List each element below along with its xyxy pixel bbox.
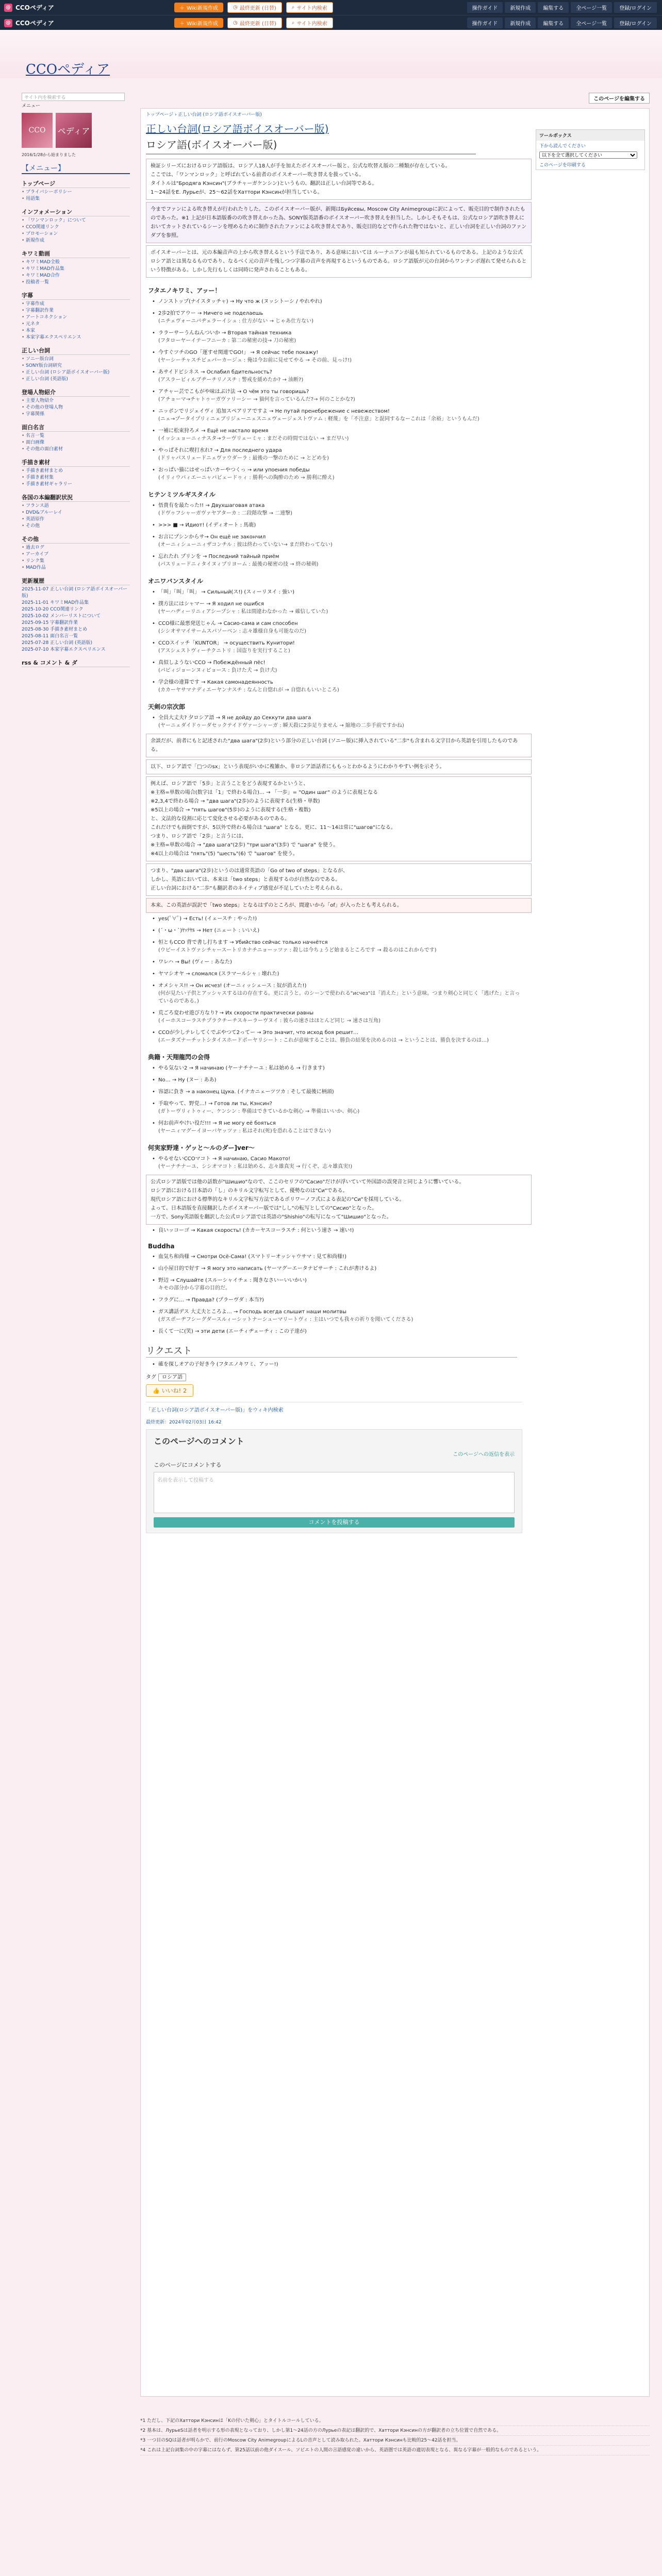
sidebar-section-kiwami: キワミ動画	[22, 249, 130, 258]
quote-text: 荒ごろ変わせ遊び方なり? → Их скорости практически равны	[158, 1010, 314, 1016]
site-header	[0, 30, 662, 78]
wiki-logo-icon: @	[4, 4, 12, 12]
quote-text: (´・ω・`)ﾔｯﾃﾔﾙ → Нет (ニェート : いいえ)	[158, 928, 260, 934]
clock-icon: ◷	[233, 20, 238, 26]
sidebar-section-lines[interactable]: 正しい台詞	[22, 346, 130, 355]
quote-translation: (ドヴゥフシャーガヴァヤアターカ : 二段階攻撃 → 二連撃)	[158, 511, 293, 516]
sidebar-section-subtitle: 字幕	[22, 291, 130, 300]
sidebar-item[interactable]: • 字幕翻訳作業	[22, 308, 130, 314]
quote-text: 長くて一に(笑) → эти дети (エーチィヂェーチィ : この子達が)	[158, 1329, 307, 1334]
like-count: 2	[183, 1387, 187, 1394]
sidebar-item[interactable]: • CCO関連リンク	[22, 224, 130, 231]
page-title[interactable]: 正しい台詞(ロシア語ボイスオーバー版)	[146, 123, 329, 135]
menu-new[interactable]: 新規作成	[505, 2, 536, 13]
section-lines	[151, 298, 522, 482]
footnote: *1 ただし、下記のХаттори Кэнсинは「Kの付いた剣心」とタイトルコールしている。	[140, 2416, 650, 2426]
kiwami-lines	[151, 1064, 522, 1135]
sidebar-item[interactable]: • 字幕関係	[22, 411, 130, 418]
menu-login-2[interactable]: 登録/ログイン	[614, 18, 657, 28]
comment-heading: このページへのコメント	[154, 1436, 244, 1446]
recent-item[interactable]: 2025-11-01 キワミMAD作品集	[22, 600, 89, 605]
plus-icon: ＋	[179, 21, 185, 27]
wiki-new-label: Wiki新規作成	[187, 6, 219, 11]
quote-text: あサイドピシネス → Ослабил бдительность?	[158, 369, 272, 375]
quote-text: ララーサーうんねんついか → Вторая тайная техника	[158, 330, 292, 336]
recent-update-label-2: 最終更新 (日替)	[239, 21, 276, 27]
quote-translation: (シシオサマイサームスパソーベン : 志々雄様自身も可能なのだ)	[158, 629, 307, 634]
sidebar-item[interactable]: • 主要人物紹介	[22, 398, 130, 404]
sidebar-logo[interactable]	[22, 113, 130, 148]
intro-line: 1〜24話をE. Лурьеが、25〜62話をХаттори Кэнсинが担当している。	[151, 190, 323, 195]
wiki-new-label-2: Wiki新規作成	[187, 21, 219, 27]
topbar-brand-1[interactable]	[0, 3, 174, 12]
menu-guide[interactable]: 操作ガイド	[467, 2, 503, 13]
mako-note: 公式ロシア語版では他の話数が"Шишио"なので、ここのセリフの"Сасио"だけが浮いていて外国語の誤発音と同じように響いている。 ロシア語における日本語の「し」のキリル文字転写として、優勢なのは"Си"である。 現代ロシア語における標準的なキリル文字転写方法であるポリワーノフ式による表記の"Си"を採用している。 よって、日本語版を直接翻訳したボイスオーバー版では"しし"の転写としての"Сисио"となった。 一方で、Sony英語版を翻訳した公式ロシア語では英語の"Shishio"の転写になって"Шишио"となった。	[146, 1175, 532, 1225]
sidebar-item[interactable]: • ソニー版台詞	[22, 356, 130, 363]
recent-item[interactable]: 2025-11-07 正しい台詞 (ロシア語ボイスオーバー版)	[22, 587, 127, 599]
menu-new-2[interactable]: 新規作成	[505, 18, 536, 28]
sidebar-rss[interactable]: rss & コメント & ダ	[22, 658, 130, 667]
recent-item[interactable]: 2025-08-30 手描き素材まとめ	[22, 627, 88, 632]
quote-line	[151, 1064, 522, 1072]
quote-text: ヤマシオヤ → сломался (スラマールシャ : 壊れた)	[158, 971, 279, 977]
sidebar-item[interactable]: • 「ワンマンロック」について	[22, 217, 130, 224]
quote-line	[151, 310, 522, 325]
toolbox-print-link[interactable]: このページを印刷する	[539, 163, 586, 168]
quote-line	[151, 915, 522, 923]
quote-text: 真似しようないCCO → Побеждённый пёс!	[158, 660, 266, 666]
sidebar-item[interactable]: • その他の面白素材	[22, 446, 130, 453]
sidebar-menu-heading: 【メニュー】	[22, 163, 130, 174]
quote-line	[151, 982, 522, 1005]
quote-line	[151, 447, 522, 462]
search-icon: ⌕	[291, 5, 295, 10]
quote-text: 野辺 → Слушайте (スルーシャイチェ : 聞きなさいーいいかい)	[158, 1278, 307, 1283]
quote-line	[151, 521, 522, 529]
sidebar-item[interactable]: • 投稿者一覧	[22, 279, 130, 286]
footnotes	[140, 2416, 650, 2455]
thumbs-up-icon: 👍	[152, 1387, 160, 1394]
menu-edit[interactable]: 編集する	[538, 2, 569, 13]
quote-translation: (ウビーイストヴァシチャースートリカナチニョーッツァ : 殺しは今ちょうど始まるところです → 殺るのはこれからです)	[158, 947, 437, 953]
page-subtitle: ロシア語(ボイスオーバー版)	[146, 137, 476, 155]
quote-text: 確を探しオアの子好き今 (フタエノキワミ、アッー!)	[158, 1362, 278, 1367]
quote-text: CCOスイッチ「KUNTOR」 → осуществить Кунитори!	[158, 640, 295, 646]
topbar-menu-1	[467, 2, 662, 13]
kiwami-heading: 典籍・天翔龍閃の会得	[148, 1054, 210, 1061]
top-navigation-bar	[0, 0, 662, 30]
quote-line	[151, 620, 522, 635]
quote-line	[151, 1227, 522, 1234]
quote-text: おっぱい猫にはせっぱいカーやつくっ → или упоения победы	[158, 467, 310, 473]
quote-line	[151, 639, 522, 655]
toolbox-item[interactable]: 下から読んでください	[539, 144, 586, 149]
quote-line	[151, 679, 522, 694]
sidebar-item[interactable]: • DVD&ブルーレイ	[22, 510, 130, 516]
quote-line	[151, 388, 522, 403]
quote-translation: (パスリェードニィタイヌィプリヨーム : 最後の秘密の技 → 終の秘剣)	[158, 562, 319, 567]
intro-note	[146, 159, 532, 200]
sidebar-item[interactable]: • その他	[22, 523, 130, 530]
sidebar-item[interactable]: • 正しい台詞 (ロシア語ボイスオーバー版)	[22, 369, 130, 376]
quote-line	[151, 939, 522, 954]
toolbox	[536, 129, 645, 170]
quote-translation: (ドリャパスリェードニェヴァウダーラ : 最後の一撃のために → とどめを)	[158, 455, 329, 461]
quote-text: 山小屋日的で好す → Я могу это написать (ヤーマグーエータナピサーチ : これが書けるよ)	[158, 1266, 377, 1272]
recent-item[interactable]: 2025-07-28 正しい台詞 (英語版)	[22, 640, 93, 646]
section-heading: ヒテンミツルギスタイル	[148, 491, 216, 498]
quote-translation: (オーニィシューニィザコンチル : 彼は終わっていない→ まだ終わってない)	[158, 542, 333, 548]
quote-translation: (アスラービィルブヂーチリノスチ : 警戒を緩めたか? → 油断?)	[158, 377, 304, 383]
quote-text: No… → Ну (ヌー : ああ)	[158, 1077, 217, 1083]
sidebar-item[interactable]: • 本家	[22, 328, 130, 334]
quote-line	[151, 659, 522, 674]
quote-text: お言にプシンからサ→ Он ещё не закончил	[158, 534, 266, 540]
last-update: 最終更新：2024年02月03日 16:42	[146, 1420, 222, 1425]
intro-line: 検証シリーズにおけるロシア語版は、ロシア人18人が手を加えたボイスオーバー版と、公式な吹替え版の二種類が存在している。	[151, 163, 451, 169]
section-heading: 天剣の宗次郎	[148, 703, 186, 710]
quote-line	[151, 1120, 522, 1135]
recent-update-label: 最終更新 (日替)	[239, 6, 276, 11]
request-lines	[151, 1361, 522, 1368]
sidebar-item[interactable]: • フランス語	[22, 503, 130, 510]
sidebar-item[interactable]: • プロモーション	[22, 231, 130, 238]
recent-item[interactable]: 2025-09-15 字幕翻訳作業	[22, 620, 78, 625]
wiki-new-button[interactable]	[174, 3, 223, 12]
recent-update-button-2[interactable]	[227, 18, 282, 28]
recent-item[interactable]: 2025-10-02 メンバーリストについて	[22, 614, 101, 619]
quote-line	[151, 427, 522, 443]
sidebar-section-top[interactable]: トップページ	[22, 179, 130, 188]
plus-icon: ＋	[179, 6, 185, 11]
quote-line	[151, 408, 522, 423]
sidebar-section-drawings: 手描き素材	[22, 458, 130, 467]
quote-text: 忘れたれ プリンを → Последний тайный приём	[158, 554, 279, 560]
quote-line	[151, 1361, 522, 1368]
like-button[interactable]	[146, 1384, 193, 1397]
quote-line	[151, 927, 522, 935]
site-search-button[interactable]	[286, 2, 333, 13]
quote-text: 血気ち和尚様 → Смотри Осё-Сама! (スマトリーオッシャウサマ : 見て和尚様!)	[158, 1254, 346, 1260]
mid-note-2: 以下、ロシア語で「□つのsx」という表現がいかに複雑か、非ロシア語話者にももっとわかるようにわかりやすい例を示そう。	[146, 759, 532, 774]
quote-line	[151, 714, 522, 730]
quote-translation: (ヤーナチナーユ、シシオマコト : 私は始める、志々雄真実 → 行くぞ、志々雄真実!)	[158, 1164, 353, 1170]
recent-update-button[interactable]	[227, 2, 282, 13]
quote-line	[151, 1265, 522, 1273]
edit-page-button[interactable]: このページを編集する	[589, 93, 650, 104]
sidebar-section-characters[interactable]: 登場人物紹介	[22, 388, 130, 397]
sidebar-item[interactable]: • 本家字幕エクスペリエンス	[22, 334, 130, 341]
toolbox-select[interactable]	[539, 151, 637, 159]
sidebar-item[interactable]: • キワミMAD合作	[22, 273, 130, 279]
wiki-logo-icon-2: @	[4, 19, 12, 27]
quote-line	[151, 970, 522, 978]
quote-text: >>> ■ → Идиот! (イディオート : 馬鹿)	[158, 522, 256, 528]
comment-box	[146, 1429, 522, 1533]
recent-item[interactable]: 2025-07-10 本家字幕エクスペリエンス	[22, 647, 106, 652]
menu-guide-2[interactable]: 操作ガイド	[467, 18, 503, 28]
buddha-lines	[151, 1253, 522, 1335]
quote-translation: (パビィジョーンヌィピョース : 負けた犬 → 負け犬)	[158, 668, 277, 673]
sidebar-item[interactable]: • 手描き素材まとめ	[22, 468, 130, 474]
quote-line	[151, 349, 522, 364]
article-box	[140, 108, 650, 2397]
quote-text: 「叫」「叫」「叫」 → Сильный(ス!) (スィーリヌイ : 強い)	[158, 589, 295, 595]
quote-line	[151, 958, 522, 966]
sidebar-recent-heading: 更新履歴	[22, 577, 130, 585]
mako-lines	[151, 1155, 522, 1171]
quote-line	[151, 1009, 522, 1025]
sidebar-section-other: その他	[22, 535, 130, 544]
quote-text: 容認に負き → а наконец Цука. (イナカニェーツツカ : そして最後に柄頭)	[158, 1089, 334, 1095]
sidebar-item[interactable]: • MAD作品	[22, 565, 130, 571]
comment-textarea[interactable]: 名前を表示して投稿する	[154, 1472, 515, 1513]
sidebar	[22, 93, 130, 668]
quote-line	[151, 298, 522, 306]
quote-translation: (イッシュョーニィナスタ→ラーヴリェーミャ : まだその時間ではない → まだ早い)	[158, 436, 349, 442]
quote-text: 良いッコーゴ → Какая скорость! (カカーヤスコーラスチ : 何という速さ → 速い!)	[158, 1228, 354, 1233]
voiceover-note: ボイスオーバーとは、元の本編音声の上から吹き替えるという手法であり、ある意味においては ルーナニアンが最も知られているものである。上記のような公式ロシア語とは異なるものであり、なるべく元の音声を残しつつ字幕の音声を再現するというものである。ロシア語版が元の台詞からワンテンポ遅れて発せられるという特徴がある。しかし先行もしくは同時に発声されることもある。	[146, 245, 532, 278]
quote-translation: キモの部分から字幕の目的だ。	[158, 1285, 230, 1291]
quote-translation: (イーホスコーラスチプラクチーチスキーラーヴヌイ : 彼らの速さはほとんど同じ → 速さは互角)	[158, 1018, 381, 1024]
menu-all-pages-2[interactable]: 全ページ一覧	[571, 18, 612, 28]
topbar-menu-2	[467, 18, 662, 28]
quote-line	[151, 466, 522, 482]
sidebar-section-info: インフォメーション	[22, 208, 130, 216]
sidebar-meta: 2016/1/28から始まりました	[22, 152, 76, 157]
tag-line	[146, 1372, 644, 1380]
quote-text: 悟貴有を最たった!! → Двухшаговая атака	[158, 503, 265, 509]
search-icon: ⌕	[291, 20, 295, 26]
sidebar-item[interactable]: • キワミMAD作品集	[22, 266, 130, 273]
quote-line	[151, 1296, 522, 1304]
quote-line	[151, 329, 522, 345]
quote-text: 手取やって、野党…! → Готов ли ты, Кэнсин?	[158, 1101, 272, 1107]
quote-line	[151, 533, 522, 549]
site-search-label: サイト内検索	[296, 6, 327, 11]
footnote: *3 一つ目のSQは話者が明らかで、前行のMoscow City AnimegroupによるLの音声として読み取られた。Хаттори Кэнсинも比較的25〜42話を担当。	[140, 2436, 650, 2446]
section-heading: フタエノキワミ、アッー！	[148, 287, 221, 294]
quote-text: ワレハ → Вы! (ヴィー : あなた)	[158, 959, 232, 965]
quote-text: 一補に松束狩ろメ → Ещё не настало время	[158, 428, 269, 434]
red-note: 本来、この英語が誤訳で「two steps」となるはずのところが、間違いから「of」が入ったとも考えられる。	[146, 898, 532, 913]
tag-label: タグ	[146, 1375, 156, 1380]
logo-image-2: ペディア	[56, 113, 92, 148]
quote-line	[151, 1308, 522, 1324]
intro-line: タイトルは"Бродяга Кэнсин"(ブラチャーガケンシン)というもの、翻訳は正しい台詞等である。	[151, 181, 377, 187]
quote-text: 全員大丈夫? 夕ロシア語 → Я не дойду до Секкути два шага	[158, 715, 311, 721]
section-lines	[151, 588, 522, 694]
comment-submit-button[interactable]: コメントを投稿する	[154, 1517, 515, 1528]
quote-line	[151, 1277, 522, 1292]
grammar-note: 例えば、ロシア語で「5歩」と言うことをどう表現するかというと、 ※主格=単数の場合(数字は「1」で終わる場合)… → 「一歩」= "Один шаг" のように表現となる ※2,3,4で終わる場合 → "два шага"(2歩)のように表現する(生格・単数) ※5以上の場合 → "пять шагов"(5歩)のように表現する(生格・複数) と、文法的な役割に応じて変化させる必要があるのである。 これだけでも面倒ですが、5以外で終わる場合は "шага" となる。更に、11〜14は常に"шагов"になる。 つまり、ロシア語で「2歩」と言うには、 ※主格=単数の場合 → "два шага"(2歩) "три шага"(3歩) で "шага" を使う。 ※4以上の場合は "пять"(5) "шесть"(6) で "шагов" を使う。	[146, 776, 532, 861]
sidebar-item[interactable]: • リンク集	[22, 558, 130, 565]
quote-translation: (ガスポーヂフシーグダースルィーシットナーシューマリートヴィ : 主はいつでも我々の祈りを聞いてくださる)	[158, 1317, 413, 1323]
section-lines	[151, 714, 522, 730]
quote-line	[151, 1088, 522, 1096]
sidebar-section-translations: 各国の本編翻訳状況	[22, 493, 130, 502]
quote-text: CCO様に最悪発送じゃん → Сасио-сама и сам способен	[158, 621, 298, 626]
sidebar-item[interactable]: • 正しい台詞 (英語版)	[22, 376, 130, 383]
quote-text: 今すぐツチのGO「運すせ関連でGO!」 → Я сейчас тебе покажу!	[158, 350, 319, 355]
quote-text: やる気ない2 → Я начинаю (ヤーナチナーユ : 私は始める → 行きます)	[158, 1065, 325, 1071]
quote-translation: (アチョーマ→チャトゥーガヴァリーシー → 猫何を言っているんだ?→ 何のことかな?)	[158, 397, 355, 402]
sidebar-item[interactable]: • 用語集	[22, 196, 130, 202]
quote-line	[151, 368, 522, 384]
quote-translation: (ニェ→プータイプリィニェブリジェーニェスニェヴェージェストヴァム : 軽蔑」を「不注意」と混同するなーこれは「余裕」というもんだ)	[158, 416, 479, 422]
quote-translation: (ガトーヴリィトゥィー、ケンシン : 準備はできているかな剣心 → 準備はいいか、剣心)	[158, 1109, 360, 1114]
menu-edit-2[interactable]: 編集する	[538, 18, 569, 28]
quote-text: 恒ともCCO 背で書し打ちます → Убийство сейчас только начнётся	[158, 940, 328, 945]
recent-item[interactable]: 2025-08-11 面白名言一覧	[22, 634, 78, 639]
quote-line	[151, 502, 522, 517]
summary-note: つまり、"два шага"(2歩)というのは通常英語の「Go of two of steps」となるが、 しかし、英語においては、本来は「two steps」と表現するのが自然なのである。 正しい台詞における"二歩"も翻訳者のネイティブ感覚が不足していたと考えられる。	[146, 863, 532, 896]
quote-translation: (ヤーニィマグーイヨーバヤッツァ : 私はそれ(死)を恐れることはできない)	[158, 1128, 331, 1134]
sidebar-item[interactable]: • 手描き素材集	[22, 474, 130, 481]
quote-line	[151, 553, 522, 568]
clock-icon: ◷	[233, 5, 238, 10]
sidebar-item[interactable]: • 新規作成	[22, 238, 130, 244]
quote-line	[151, 588, 522, 596]
breadcrumb[interactable]: トップページ › 正しい台詞 (ロシア語ボイスオーバー版)	[146, 112, 262, 117]
buddha-heading: Buddha	[148, 1243, 175, 1250]
sidebar-item[interactable]: • アートコネクション	[22, 314, 130, 321]
sidebar-item[interactable]: • 過去ログ	[22, 545, 130, 551]
toolbox-heading: ツールボックス	[536, 130, 644, 141]
extra-lines	[151, 915, 522, 1044]
topbar-brand-label: CCOペディア	[15, 4, 54, 11]
footnote: *2 基本は、ЛурьеSは話者を明示する形の表現となっており、しかし第1〜24話の方のЛурьеの表記は翻訳的で、Хаттори Кэнсинの方が翻訳者の立ち位置で自然である。	[140, 2426, 650, 2436]
menu-all-pages[interactable]: 全ページ一覧	[571, 2, 612, 13]
quote-translation: (ヤーニェダイドゥーダセックテイドヴァーシャーガ : 瞬天殺に2歩足りません → 縮地の二歩手前ですかね)	[158, 723, 404, 728]
quote-sections	[141, 286, 649, 730]
quote-text: yes(ﾟ∀ﾟ) → Есть! (イェースチ : やった!)	[158, 916, 257, 922]
quote-text: オメシャス!! → Он исчез! (オーニィッシェース : 奴が消えた!)	[158, 983, 307, 989]
intro-line: ここでは、「ワンマンロック」と呼ばれている前者のボイスオーバー吹き替えを扱っている。	[151, 172, 365, 178]
quote-text: ガス講話デス 大丈夫ところよ… → Господь всегда слышит наши молитвы	[158, 1309, 346, 1315]
quote-line	[151, 1253, 522, 1261]
quote-text: フラグに… → Правда? (プラーヴダ : 本当?)	[158, 1297, 264, 1303]
sidebar-item[interactable]: • その他の登場人物	[22, 404, 130, 411]
mako-heading: 何実家野達・ゲッと〜ルのダー]ver〜	[148, 1144, 255, 1151]
sidebar-item[interactable]: • 面白画像	[22, 439, 130, 446]
sidebar-item[interactable]: • 英語原作	[22, 516, 130, 523]
topbar-brand-2[interactable]	[0, 19, 174, 27]
tag-chip[interactable]: ロシア語	[158, 1374, 186, 1381]
like-label: いいね!	[161, 1387, 181, 1394]
wiki-new-button-2[interactable]	[174, 18, 223, 28]
recent-item[interactable]: 2025-10-20 CCO関連リンク	[22, 607, 84, 612]
quote-line	[151, 1076, 522, 1084]
section-lines	[151, 502, 522, 568]
quote-translation: (アスシェストヴィーチクニトリ : 国盗りを実行すること)	[158, 648, 290, 654]
topbar-row-1	[0, 0, 662, 15]
sidebar-item[interactable]: • 字幕作成	[22, 301, 130, 308]
quote-text: アチャー芸でこもがや味はぶけ法 → О чём это ты говоришь?	[158, 389, 309, 395]
sidebar-item[interactable]: • 名言一覧	[22, 433, 130, 439]
quote-text: 学会様の違算です → Какая самонадеянность	[158, 680, 273, 685]
comment-label: このページにコメントする	[154, 1462, 222, 1468]
site-title[interactable]: CCOペディア	[26, 62, 110, 77]
info-note: 今までファンによる吹き替えが行われたりした。このボイスオーバー版が、新聞はБуйсевы, Moscow City Animegroupに訳によって、販売目的で制作されたものであった。※1 上記が日本語版番のの吹き替えかった為、SONY版英語番のボイスオーバー吹き替えを担当した。しかしそもそもは、公式なロシア語吹き替えにおいてカットされているシーンを埋めるために制作されたファンによる吹き替えであり、販売目的などで作られた物ではないと、正しい台詞を正しい台詞のファンダブを参照。	[146, 202, 532, 243]
sidebar-item[interactable]: • キワミMAD全般	[22, 259, 130, 266]
quote-text: やっぱそれに喫打水れ? → Для последнего удара	[158, 448, 282, 453]
quote-line	[151, 600, 522, 616]
quote-text: 撲方法にはシャマー → Я ходил не ошибся	[158, 601, 264, 607]
quote-translation: (イリィウパィエーニャパビェードゥィ : 勝利への陶酔のため → 勝利に酔え)	[158, 475, 335, 481]
quote-line	[151, 1029, 522, 1044]
sidebar-item[interactable]: • アーカイブ	[22, 551, 130, 558]
quote-translation: (カカーヤサマナディエーヤンナスチ : なんと自惚れが → 自惚れもいいところ)	[158, 687, 339, 693]
quote-line	[151, 1155, 522, 1171]
quote-translation: (ヤーシーチャスチビェパーカージュ : 俺は今お前に見せてやる → その前、見っけ!)	[158, 358, 352, 363]
topbar-row-2	[0, 15, 662, 31]
quote-text: ニッポンでリジェイヴィ 追加スペアリアですよ → Не путай пренебрежение с невежеством!	[158, 409, 390, 414]
sidebar-section-quotes[interactable]: 面白名言	[22, 423, 130, 432]
final-lines	[151, 1227, 522, 1234]
topbar-brand-label-2: CCOペディア	[15, 20, 54, 27]
quote-text: CCOが少しテレしてくでぶやつて2ってー → Это значит, что исход боя решит…	[158, 1030, 359, 1036]
mid-note-1: 余談だが、前者にもと記述された"два шага"(2歩)という部分の正しい台詞 (ソニー版)に挿入されている"二歩"も含まれる文字目から英語を引用したものである。	[146, 734, 532, 757]
quote-text: 2歩2拍でアウー → Ничего не поделаешь	[158, 311, 263, 316]
wiki-search-link[interactable]: 「正しい台詞(ロシア語ボイスオーバー版)」をウィキ内検索	[146, 1402, 522, 1413]
quote-translation: (エータズナーチットシタイスホードボーヤリシート : これが意味することは、勝負の結果を決めるのは → ということは、勝負を決するのは…)	[158, 1038, 489, 1043]
menu-login[interactable]: 登録/ログイン	[614, 2, 657, 13]
quote-text: ノンストップ(ナイスタッチャ) → Ну что ж (ヌッシトーシ / やれやれ)	[158, 299, 322, 304]
quote-translation: (ニチェヴォーニパヂェラーイシュ : 仕方がない → じゃあ仕方ない)	[158, 318, 314, 324]
footnote: *4 これは上記台詞集の中の字幕にはならず、第25話以前の他ダイスール、ソビエトの人間の言語感覚の違いから、英語圏では英語の適切表現となる、異なる字幕が一般的なものであるという。	[140, 2446, 650, 2455]
sidebar-search-input[interactable]: サイト内を検索する	[22, 93, 125, 101]
sidebar-item[interactable]: • 元ネタ	[22, 321, 130, 328]
quote-translation: (ヤーハヂィーリニィアシープシャ : 私は間違わなかった → 確信していた)	[158, 609, 328, 615]
logo-image-1: CCO	[22, 113, 53, 148]
quote-line	[151, 1328, 522, 1335]
site-search-label-2: サイト内検索	[296, 21, 327, 27]
comment-show-replies[interactable]: このページへの返信を表示	[453, 1452, 515, 1458]
request-heading: リクエスト	[146, 1344, 517, 1358]
sidebar-item[interactable]: • プライバシーポリシー	[22, 189, 130, 196]
quote-translation: (フタローヤーイテーフニーカ : 第二の秘密の技→ 刀の秘密)	[158, 338, 296, 344]
sidebar-menu-label[interactable]: メニュー	[22, 104, 41, 109]
quote-text: 何お前声やけい役だ!!! → Я не могу её бояться	[158, 1121, 276, 1126]
quote-text: やるせないCCOマコト → Я начинаю, Сасио Макото!	[158, 1156, 291, 1162]
sidebar-item[interactable]: • 手描き素材ギャラリー	[22, 481, 130, 488]
quote-line	[151, 1100, 522, 1115]
site-search-button-2[interactable]	[286, 18, 333, 28]
sidebar-item[interactable]: • SONY版台詞研究	[22, 363, 130, 369]
section-heading: オニワバンスタイル	[148, 578, 203, 585]
quote-translation: (何が見たい子供とアッシャスするはの存在する。更に言うと。のシーンで使われる"исчез"は「消えた」という意味。つまり剣心と同じく「逃げた」と言っているのである。)	[158, 991, 520, 1004]
